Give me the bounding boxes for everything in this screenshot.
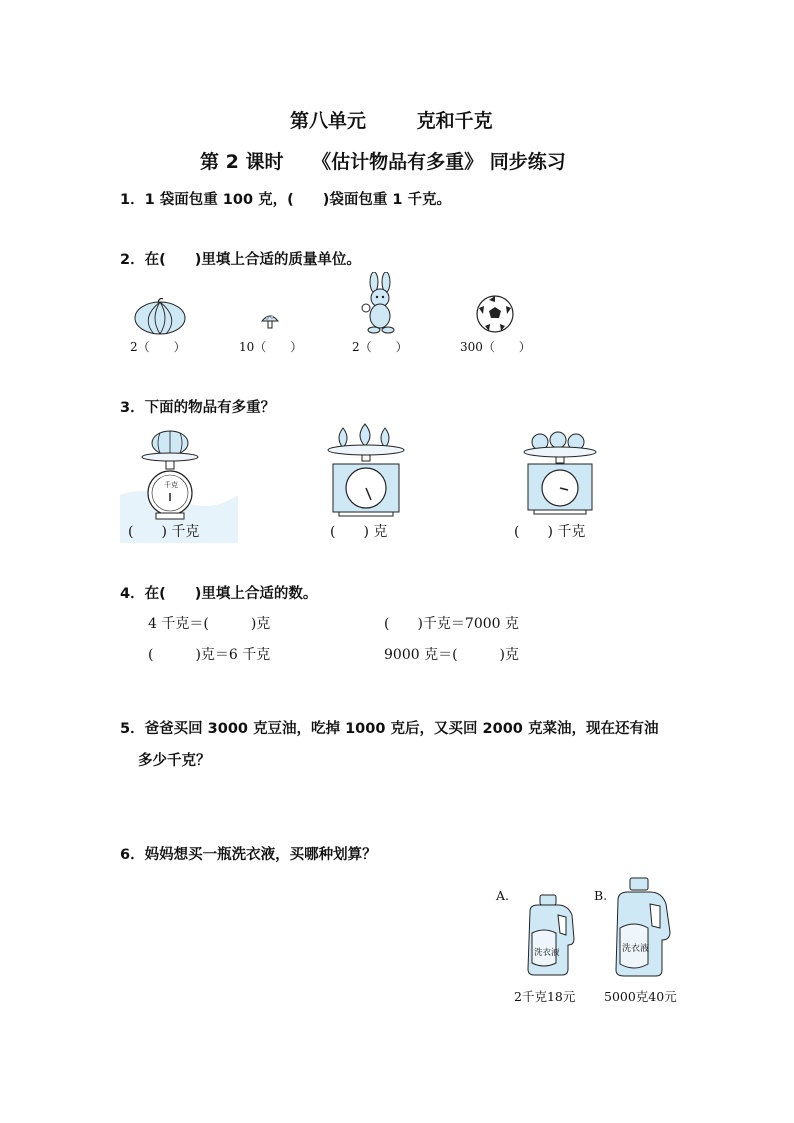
- question-2: 2．在( )里填上合适的质量单位。: [120, 252, 361, 268]
- question-4: 4．在( )里填上合适的数。: [120, 586, 318, 602]
- lesson-heading: [200, 147, 566, 174]
- soccer-ball-icon: [475, 294, 515, 334]
- question-6: 6．妈妈想买一瓶洗衣液，买哪种划算？: [120, 847, 377, 863]
- question-1: 1．1 袋面包重 100 克，( )袋面包重 1 千克。: [120, 192, 452, 208]
- unit-label: 第八单元: [290, 110, 367, 132]
- option-a-price: 2千克18元: [514, 989, 576, 1004]
- bottle-a-label: 洗衣液: [534, 948, 560, 958]
- mushroom-icon: [261, 312, 279, 330]
- pumpkin-answer: 2（ ）: [130, 340, 186, 354]
- rabbit-answer: 2（ ）: [352, 340, 408, 354]
- rabbit-icon: [358, 272, 402, 334]
- lesson-title: 《估计物品有多重》 同步练习: [312, 151, 566, 173]
- option-a-letter: A.: [496, 888, 510, 903]
- detergent-bottle-b-icon: [612, 876, 674, 978]
- question-3: 3．下面的物品有多重？: [120, 400, 276, 416]
- scale3-answer: ( ) 千克: [514, 524, 586, 540]
- detergent-bottle-a-icon: [524, 893, 578, 977]
- question-5-line1: 5．爸爸买回 3000 克豆油，吃掉 1000 克后，又买回 2000 克菜油，现在还有油: [120, 721, 659, 737]
- bottle-b-label: 洗衣液: [622, 944, 650, 954]
- scale1-dial-label: 千克: [164, 481, 178, 489]
- scale2-answer: ( ) 克: [330, 524, 388, 540]
- scale1-answer: ( ) 千克: [128, 524, 200, 540]
- soccer-ball-answer: 300（ ）: [460, 340, 531, 354]
- q4-row1-right: ( )千克＝7000 克: [384, 616, 520, 632]
- q4-row2-left: ( )克＝6 千克: [148, 647, 271, 663]
- option-b-letter: B.: [594, 888, 608, 903]
- unit-heading: [290, 106, 493, 133]
- question-5-line2: 多少千克？: [138, 753, 211, 769]
- pumpkin-icon: [132, 296, 188, 336]
- scale-pears-icon: [325, 420, 407, 518]
- option-b-price: 5000克40元: [604, 989, 677, 1004]
- lesson-label: 第 2 课时: [200, 151, 284, 173]
- q4-row2-right: 9000 克＝( )克: [384, 647, 520, 663]
- q4-row1-left: 4 千克＝( )克: [148, 616, 271, 632]
- mushroom-answer: 10（ ）: [239, 340, 303, 354]
- unit-title: 克和千克: [416, 110, 493, 132]
- scale-vegetables-icon: [520, 428, 600, 518]
